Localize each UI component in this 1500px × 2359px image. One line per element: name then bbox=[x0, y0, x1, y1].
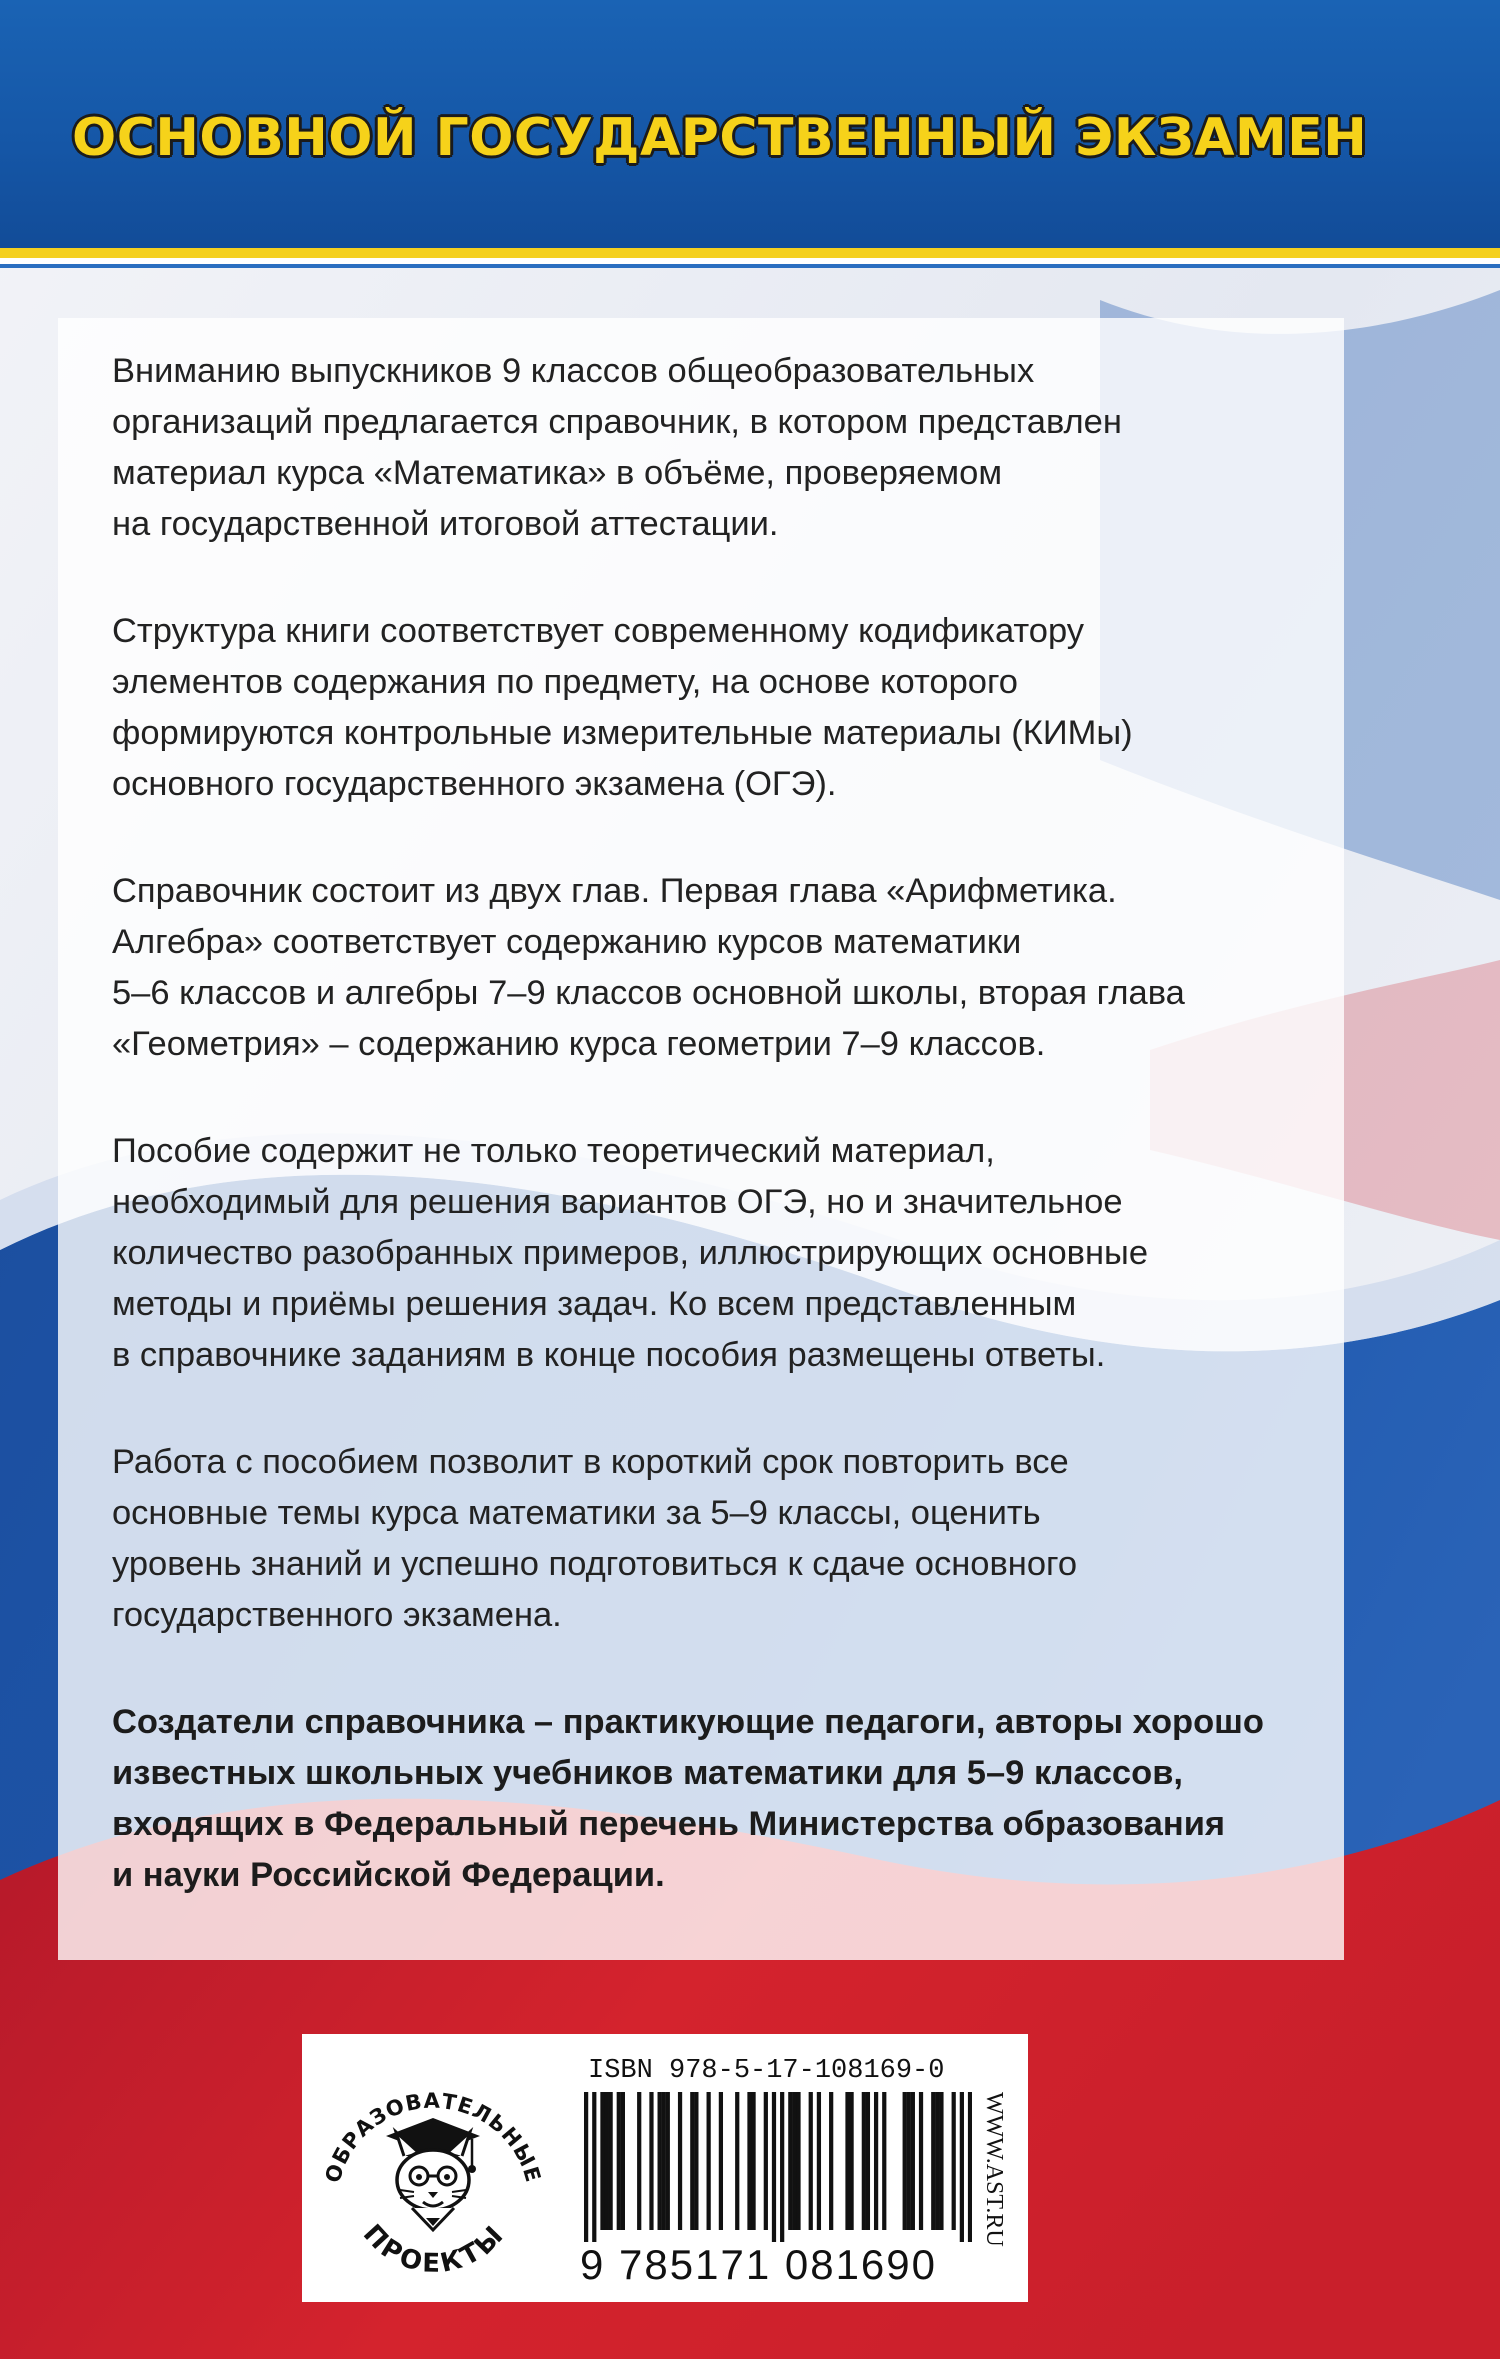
ean13-barcode bbox=[584, 2092, 972, 2242]
barcode-bar bbox=[609, 2092, 613, 2230]
header-blue-stripe bbox=[0, 264, 1500, 268]
barcode-bar bbox=[952, 2092, 956, 2230]
barcode-bar bbox=[637, 2092, 641, 2230]
barcode-bar bbox=[907, 2092, 911, 2230]
barcode-bar bbox=[666, 2092, 670, 2230]
barcode-bar bbox=[939, 2092, 943, 2230]
barcode-bar bbox=[866, 2092, 870, 2230]
barcode-bar bbox=[621, 2092, 625, 2230]
barcode-bar bbox=[780, 2092, 784, 2242]
barcode-bar bbox=[584, 2092, 588, 2242]
barcode-bar bbox=[747, 2092, 751, 2230]
barcode-bar bbox=[792, 2092, 796, 2230]
barcode-bar bbox=[931, 2092, 935, 2230]
barcode-bar bbox=[919, 2092, 923, 2230]
barcode-bar bbox=[882, 2092, 886, 2230]
barcode-bar bbox=[764, 2092, 768, 2230]
logo-top-text: ОБРАЗОВАТЕЛЬНЫЕ bbox=[320, 2088, 546, 2186]
paragraph-intro: Вниманию выпускников 9 классов общеобразовательных организаций предлагается справочник, в котором представлен материал курса «Математика» в объёме, проверяемом на государственной итоговой аттестации. bbox=[112, 352, 1122, 543]
barcode-bar bbox=[796, 2092, 800, 2230]
barcode-bar bbox=[817, 2092, 821, 2230]
isbn-label: ISBN 978-5-17-108169-0 bbox=[588, 2056, 945, 2086]
paragraph-authors: Создатели справочника – практикующие педагоги, авторы хорошо известных школьных учебников математики для 5–9 классов, входящих в Федеральный перечень Министерства образования и науки Российской Федерации. bbox=[112, 1703, 1264, 1894]
paragraph-structure: Структура книги соответствует современному кодификатору элементов содержания по предмету, на основе которого формируются контрольные измерительные материалы (КИМы) основного государственного экзамена (ОГЭ). bbox=[112, 612, 1133, 803]
barcode-bar bbox=[903, 2092, 907, 2230]
barcode-bar bbox=[862, 2092, 866, 2230]
barcode-bar bbox=[617, 2092, 621, 2230]
barcode-bar bbox=[662, 2092, 666, 2230]
cat-in-mortarboard-icon bbox=[386, 2118, 480, 2230]
header-band bbox=[0, 0, 1500, 248]
barcode-bar bbox=[592, 2092, 596, 2242]
barcode-bar bbox=[600, 2092, 604, 2230]
barcode-bar bbox=[604, 2092, 608, 2230]
barcode-bar bbox=[849, 2092, 853, 2230]
barcode-bar bbox=[719, 2092, 723, 2230]
logo-bottom-text: ПРОЕКТЫ bbox=[356, 2218, 512, 2279]
barcode-bar bbox=[735, 2092, 739, 2230]
paragraph-content: Пособие содержит не только теоретический материал, необходимый для решения вариантов ОГЭ, но и значительное количество разобранных примеров, иллюстрирующих основные методы и приёмы решения задач. Ко всем представленным в справочнике заданиям в конце пособия размещены ответы. bbox=[112, 1132, 1149, 1374]
barcode-bar bbox=[935, 2092, 939, 2230]
barcode-digits: 9 785171 081690 bbox=[580, 2241, 937, 2288]
barcode-bar bbox=[649, 2092, 653, 2230]
barcode-bar bbox=[809, 2092, 813, 2230]
publisher-website: WWW.AST.RU bbox=[981, 2091, 1007, 2247]
barcode-bar bbox=[751, 2092, 755, 2230]
barcode-bar bbox=[690, 2092, 694, 2230]
description-text bbox=[112, 346, 1322, 1957]
series-title: ОСНОВНОЙ ГОСУДАРСТВЕННЫЙ ЭКЗАМЕН bbox=[72, 108, 1368, 168]
barcode-bar bbox=[829, 2092, 833, 2230]
publisher-logo bbox=[310, 2040, 556, 2296]
barcode-bar bbox=[707, 2092, 711, 2230]
barcode-bar bbox=[788, 2092, 792, 2230]
barcode-bar bbox=[678, 2092, 682, 2230]
barcode-bar bbox=[874, 2092, 878, 2230]
barcode-bar bbox=[960, 2092, 964, 2242]
barcode-bar bbox=[694, 2092, 698, 2230]
barcode-bar bbox=[911, 2092, 915, 2230]
header-yellow-stripe bbox=[0, 248, 1500, 258]
barcode-bar bbox=[658, 2092, 662, 2230]
barcode-bar bbox=[845, 2092, 849, 2230]
barcode-box bbox=[302, 2034, 1028, 2302]
barcode-bar bbox=[968, 2092, 972, 2242]
paragraph-chapters: Справочник состоит из двух глав. Первая глава «Арифметика. Алгебра» соответствует содержанию курсов математики 5–6 классов и алгебры 7–9 классов основной школы, вторая глава «Геометрия» – содержанию курса геометрии 7–9 классов. bbox=[112, 872, 1185, 1063]
barcode-bar bbox=[772, 2092, 776, 2242]
paragraph-benefits: Работа с пособием позволит в короткий срок повторить все основные темы курса математики за 5–9 классы, оценить уровень знаний и успешно подготовиться к сдаче основного государственного экзамена. bbox=[112, 1443, 1078, 1634]
